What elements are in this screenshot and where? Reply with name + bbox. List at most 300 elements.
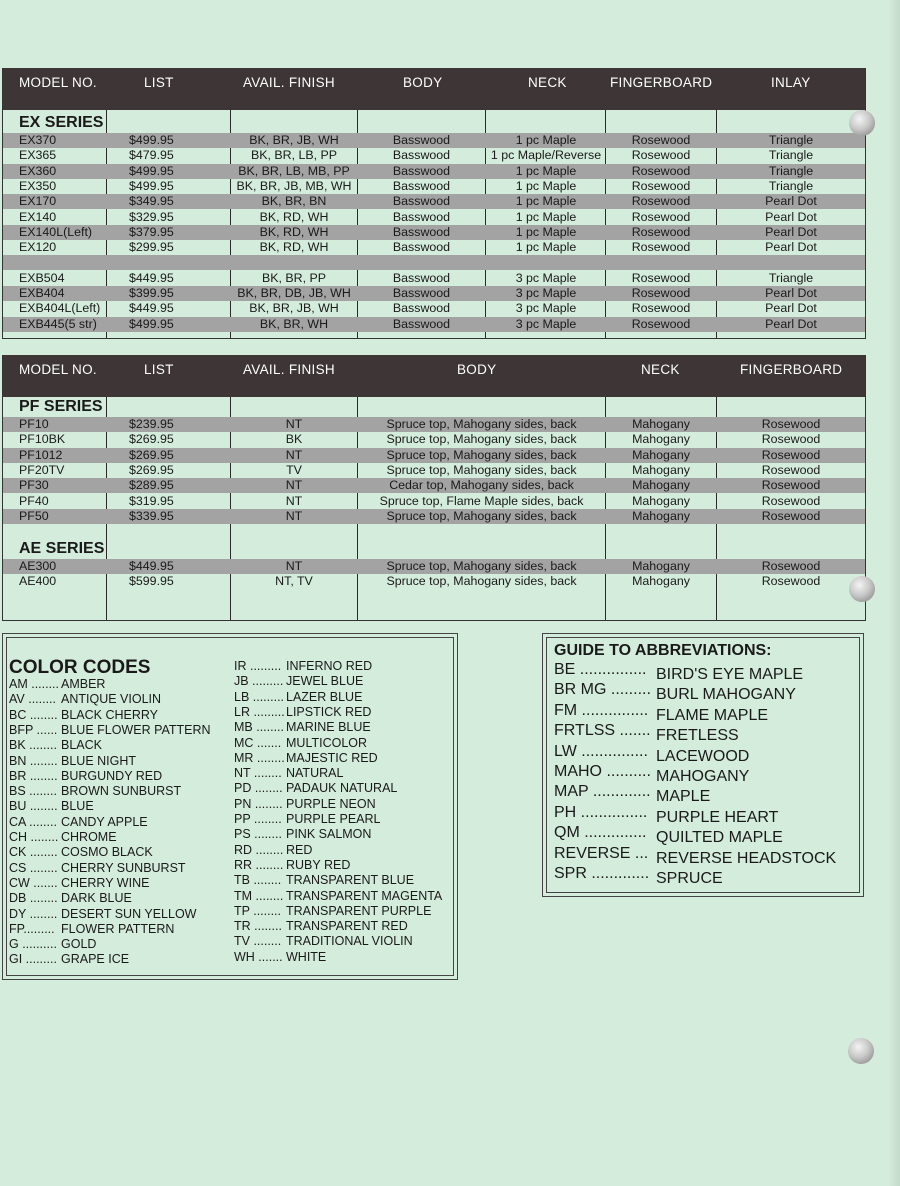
abbreviation-code: MAP .............	[554, 783, 651, 801]
color-code: BS ........	[9, 784, 57, 799]
color-code: PS ........	[234, 827, 282, 842]
cell-finish: NT	[285, 493, 303, 508]
cell-model: EXB504	[19, 270, 65, 285]
cell-list: $239.95	[129, 417, 174, 431]
cell-body: Basswood	[392, 209, 451, 224]
cell-model: EXB445(5 str)	[19, 316, 97, 331]
header-inlay: INLAY	[771, 75, 811, 90]
cell-model: EX365	[19, 148, 57, 163]
cell-finish: BK, BR, JB, WH	[249, 301, 339, 316]
color-code: CW .......	[9, 875, 58, 890]
cell-list: $499.95	[129, 163, 174, 178]
cell-fingerboard: Rosewood	[631, 224, 691, 239]
cell-inlay: Triangle	[768, 178, 814, 193]
abbreviation-meaning: SPRUCE	[656, 870, 723, 887]
color-name: JEWEL BLUE	[286, 674, 364, 689]
abbreviation-meaning: FLAME MAPLE	[656, 706, 769, 724]
cell-model: EX140	[19, 209, 57, 224]
cell-body: Basswood	[392, 148, 451, 163]
cell-list: $319.95	[129, 493, 174, 508]
binder-hole-icon	[849, 576, 875, 602]
color-code-item	[234, 904, 431, 919]
header-neck: NECK	[641, 362, 680, 377]
cell-body: Basswood	[392, 133, 451, 147]
cell-inlay: Pearl Dot	[765, 209, 817, 224]
cell-list: $269.95	[129, 462, 174, 477]
color-code: DB ........	[9, 891, 58, 906]
cell-model: PF20TV	[19, 462, 65, 477]
color-code-item	[9, 769, 162, 784]
header-fingerboard: FINGERBOARD	[610, 75, 713, 90]
table-row	[3, 478, 865, 493]
ex-table-header	[3, 68, 865, 110]
cell-inlay: Pearl Dot	[765, 240, 817, 255]
cell-body: Basswood	[392, 316, 451, 331]
cell-finish: NT	[285, 559, 303, 573]
header-model: MODEL NO.	[19, 75, 97, 90]
table-row	[3, 432, 865, 447]
cell-finish: BK	[285, 432, 303, 447]
color-code: CH ........	[9, 830, 59, 844]
color-code: FP.........	[9, 921, 55, 936]
cell-inlay: Pearl Dot	[765, 224, 817, 239]
color-name: CHERRY WINE	[61, 875, 150, 890]
color-name: CHERRY SUNBURST	[61, 860, 186, 875]
cell-body: Basswood	[392, 270, 451, 285]
cell-fingerboard: Rosewood	[761, 574, 821, 589]
color-code-item	[9, 861, 186, 876]
cell-neck: 1 pc Maple	[515, 194, 577, 209]
color-code: JB .........	[234, 674, 284, 689]
cell-inlay: Pearl Dot	[765, 286, 817, 300]
table-row	[3, 240, 865, 255]
color-code-item	[9, 876, 149, 891]
color-code-item	[234, 827, 371, 842]
color-name: GOLD	[61, 937, 97, 952]
binder-hole-icon	[848, 1038, 874, 1064]
cell-model: PF10	[19, 417, 49, 431]
cell-body: Spruce top, Mahogany sides, back	[386, 447, 577, 462]
cell-list: $379.95	[129, 224, 174, 239]
cell-neck: Mahogany	[632, 447, 690, 462]
color-name: CHROME	[61, 830, 117, 844]
color-code: DY ........	[9, 906, 58, 921]
cell-body: Basswood	[392, 178, 451, 193]
color-code-item	[9, 738, 102, 753]
cell-model: EXB404L(Left)	[19, 301, 101, 316]
color-name: GRAPE ICE	[61, 952, 130, 967]
cell-list: $269.95	[129, 447, 174, 462]
header-body: BODY	[457, 362, 497, 377]
color-name: INFERNO RED	[286, 659, 373, 673]
cell-finish: NT	[285, 447, 303, 462]
cell-list: $449.95	[129, 270, 174, 285]
cell-finish: TV	[286, 462, 302, 477]
color-code-item	[9, 845, 153, 860]
cell-finish: BK, BR, BN	[261, 194, 327, 209]
color-code-item	[234, 934, 413, 949]
abbreviation-meaning: QUILTED MAPLE	[656, 829, 783, 847]
abbreviation-meaning: LACEWOOD	[656, 747, 750, 765]
color-code: AV ........	[9, 692, 57, 707]
table-row	[3, 448, 865, 463]
cell-list: $479.95	[129, 148, 174, 163]
color-code: BN ........	[9, 753, 58, 768]
color-name: PINK SALMON	[286, 827, 372, 842]
color-name: RUBY RED	[286, 857, 351, 872]
abbreviation-code: REVERSE ...	[554, 844, 649, 862]
header-body: BODY	[403, 75, 443, 90]
cell-neck: Mahogany	[632, 559, 690, 573]
color-code: MC .......	[234, 735, 282, 750]
cell-neck: Mahogany	[632, 462, 690, 477]
color-code-item	[9, 907, 196, 922]
color-name: LAZER BLUE	[286, 689, 363, 704]
table-row	[3, 559, 865, 574]
color-name: BLUE NIGHT	[61, 753, 137, 768]
abbreviation-code: QM ..............	[554, 824, 647, 842]
abbreviation-code: FRTLSS .......	[554, 722, 651, 740]
color-name: TRADITIONAL VIOLIN	[286, 934, 413, 949]
table-row	[3, 271, 865, 286]
cell-neck: 1 pc Maple	[515, 163, 577, 178]
cell-finish: BK, RD, WH	[259, 224, 329, 239]
cell-fingerboard: Rosewood	[631, 163, 691, 178]
cell-fingerboard: Rosewood	[631, 194, 691, 209]
cell-model: EXB404	[19, 286, 65, 300]
cell-body: Basswood	[392, 301, 451, 316]
color-code-item	[9, 830, 117, 845]
color-code-item	[234, 812, 380, 827]
pf-ae-series-table	[2, 355, 866, 621]
color-code: BK ........	[9, 738, 57, 753]
cell-model: AE400	[19, 574, 57, 589]
cell-model: EX120	[19, 240, 57, 255]
color-name: ANTIQUE VIOLIN	[61, 692, 162, 707]
cell-finish: NT	[285, 478, 303, 493]
table-row	[3, 417, 865, 432]
color-code-item	[234, 705, 371, 720]
table-row	[3, 301, 865, 316]
color-name: TRANSPARENT BLUE	[286, 873, 415, 888]
cell-neck: Mahogany	[632, 493, 690, 508]
cell-finish: BK, BR, LB, MB, PP	[238, 163, 350, 178]
cell-body: Basswood	[392, 240, 451, 255]
color-name: TRANSPARENT PURPLE	[286, 903, 432, 918]
cell-model: EX350	[19, 178, 57, 193]
color-code: G ..........	[9, 937, 57, 952]
color-name: TRANSPARENT RED	[286, 919, 408, 934]
cell-model: PF1012	[19, 447, 63, 462]
cell-body: Spruce top, Mahogany sides, back	[386, 432, 577, 447]
cell-neck: 3 pc Maple	[515, 316, 577, 331]
color-code: MB ........	[234, 720, 285, 735]
abbreviation-meaning: MAHOGANY	[656, 768, 750, 785]
cell-finish: NT, TV	[275, 574, 313, 589]
color-code: BFP ......	[9, 722, 58, 737]
color-code-item	[234, 751, 378, 766]
header-list: LIST	[144, 362, 174, 377]
cell-fingerboard: Rosewood	[631, 316, 691, 331]
color-name: COSMO BLACK	[61, 845, 153, 860]
color-code-item	[9, 799, 94, 814]
cell-model: PF50	[19, 508, 49, 523]
color-code: IR .........	[234, 659, 282, 673]
color-code-item	[9, 692, 161, 707]
color-code-item	[234, 674, 363, 689]
color-code-item	[234, 919, 408, 934]
color-name: FLOWER PATTERN	[61, 921, 175, 936]
abbreviation-code: BR MG .........	[554, 681, 651, 699]
abbreviation-meaning: FRETLESS	[656, 727, 739, 745]
color-code-item	[9, 891, 132, 906]
cell-finish: BK, BR, PP	[261, 270, 327, 285]
color-code: MR ........	[234, 750, 285, 765]
ex-section-title: EX SERIES	[19, 114, 104, 131]
table-row	[3, 164, 865, 179]
color-name: BURGUNDY RED	[61, 768, 163, 783]
cell-neck: 1 pc Maple	[515, 133, 577, 147]
color-code-item	[9, 708, 158, 723]
cell-neck: 1 pc Maple	[515, 240, 577, 255]
table-row	[3, 210, 865, 225]
header-list: LIST	[144, 75, 174, 90]
cell-fingerboard: Rosewood	[631, 148, 691, 163]
cell-list: $499.95	[129, 178, 174, 193]
color-code-item	[234, 843, 312, 858]
cell-finish: NT	[285, 417, 303, 431]
table-row	[3, 494, 865, 509]
color-code: CA ........	[9, 814, 57, 829]
cell-body: Basswood	[392, 286, 451, 300]
cell-list: $599.95	[129, 574, 174, 589]
cell-list: $299.95	[129, 240, 174, 255]
cell-neck: 3 pc Maple	[515, 301, 577, 316]
cell-fingerboard: Rosewood	[631, 133, 691, 147]
color-name: RED	[286, 842, 313, 857]
table-row	[3, 286, 865, 301]
abbreviation-code: SPR .............	[554, 865, 650, 882]
color-codes-title: COLOR CODES	[9, 657, 151, 678]
color-code: WH .......	[234, 949, 283, 964]
table-row	[3, 194, 865, 209]
color-name: AMBER	[61, 677, 106, 691]
color-code: BR ........	[9, 768, 58, 783]
cell-fingerboard: Rosewood	[761, 559, 821, 573]
table-row	[3, 179, 865, 194]
cell-inlay: Pearl Dot	[765, 194, 817, 209]
cell-finish: BK, RD, WH	[259, 240, 329, 255]
cell-fingerboard: Rosewood	[631, 240, 691, 255]
cell-body: Spruce top, Mahogany sides, back	[386, 574, 577, 589]
cell-fingerboard: Rosewood	[761, 508, 821, 523]
cell-body: Spruce top, Mahogany sides, back	[386, 508, 577, 523]
color-code-item	[9, 677, 105, 692]
cell-list: $269.95	[129, 432, 174, 447]
cell-inlay: Triangle	[768, 163, 814, 178]
cell-model: EX170	[19, 194, 57, 209]
color-code-item	[234, 720, 371, 735]
ae-section-title: AE SERIES	[19, 540, 105, 557]
color-code: LB .........	[234, 689, 285, 704]
color-name: MAJESTIC RED	[286, 750, 378, 765]
cell-fingerboard: Rosewood	[631, 270, 691, 285]
color-code: CS ........	[9, 860, 58, 875]
cell-list: $289.95	[129, 478, 174, 493]
color-code: TM ........	[234, 888, 284, 903]
cell-body: Basswood	[392, 224, 451, 239]
cell-model: AE300	[19, 559, 57, 573]
cell-fingerboard: Rosewood	[631, 209, 691, 224]
cell-neck: 3 pc Maple	[515, 270, 577, 285]
cell-finish: BK, BR, JB, WH	[249, 133, 339, 147]
cell-body: Basswood	[392, 194, 451, 209]
color-code: BC ........	[9, 707, 58, 722]
header-finish: AVAIL. FINISH	[243, 75, 335, 90]
cell-fingerboard: Rosewood	[631, 178, 691, 193]
color-name: BLACK	[61, 738, 102, 753]
color-code-item	[9, 815, 148, 830]
cell-model: EX140L(Left)	[19, 224, 93, 239]
abbreviation-code: MAHO ..........	[554, 763, 651, 780]
color-code: RR ........	[234, 857, 284, 872]
color-name: WHITE	[286, 949, 327, 964]
cell-body: Cedar top, Mahogany sides, back	[389, 478, 574, 493]
pf-table-header	[3, 355, 865, 397]
color-code-item	[9, 952, 129, 967]
cell-list: $449.95	[129, 559, 174, 573]
color-code: TB ........	[234, 873, 282, 888]
color-code: TP ........	[234, 903, 282, 918]
table-row	[3, 509, 865, 524]
color-code: TV ........	[234, 934, 282, 949]
color-code-item	[9, 922, 174, 937]
color-code: NT ........	[234, 766, 282, 781]
cell-body: Spruce top, Mahogany sides, back	[386, 559, 577, 573]
cell-neck: 1 pc Maple	[515, 178, 577, 193]
color-code: PN ........	[234, 796, 283, 811]
color-code: AM ........	[9, 677, 60, 691]
color-name: BLACK CHERRY	[61, 707, 159, 722]
pf-section-title: PF SERIES	[19, 398, 103, 415]
cell-inlay: Triangle	[768, 270, 814, 285]
cell-finish: BK, BR, LB, PP	[250, 148, 338, 163]
cell-fingerboard: Rosewood	[761, 417, 821, 431]
abbreviations-title: GUIDE TO ABBREVIATIONS:	[554, 642, 772, 659]
cell-finish: NT	[285, 508, 303, 523]
cell-fingerboard: Rosewood	[761, 432, 821, 447]
cell-finish: BK, BR, JB, MB, WH	[236, 178, 352, 193]
cell-fingerboard: Rosewood	[761, 478, 821, 493]
color-code-item	[234, 781, 397, 796]
color-code-item	[9, 723, 211, 738]
cell-neck: 1 pc Maple/Reverse	[490, 148, 602, 163]
abbreviation-code: PH ...............	[554, 803, 648, 821]
cell-model: PF10BK	[19, 432, 66, 447]
cell-list: $349.95	[129, 194, 174, 209]
color-name: PADAUK NATURAL	[286, 781, 398, 796]
color-code-item	[9, 754, 136, 769]
cell-fingerboard: Rosewood	[761, 493, 821, 508]
abbreviation-meaning: BIRD'S EYE MAPLE	[656, 666, 804, 683]
color-code: PP ........	[234, 812, 282, 826]
cell-neck: 1 pc Maple	[515, 209, 577, 224]
cell-fingerboard: Rosewood	[631, 286, 691, 300]
abbreviation-meaning: BURL MAHOGANY	[656, 686, 796, 704]
abbreviation-code: LW ...............	[554, 742, 648, 760]
cell-model: EX370	[19, 133, 57, 147]
table-row	[3, 133, 865, 148]
cell-list: $399.95	[129, 286, 174, 300]
cell-fingerboard: Rosewood	[761, 462, 821, 477]
header-fingerboard: FINGERBOARD	[740, 362, 843, 377]
cell-neck: Mahogany	[632, 508, 690, 523]
color-code: CK ........	[9, 845, 58, 860]
color-name: CANDY APPLE	[61, 814, 148, 829]
color-code-item	[234, 858, 350, 873]
table-row	[3, 463, 865, 478]
cell-body: Spruce top, Mahogany sides, back	[386, 417, 577, 431]
cell-finish: BK, BR, DB, JB, WH	[237, 286, 351, 300]
cell-list: $329.95	[129, 209, 174, 224]
table-row	[3, 148, 865, 163]
cell-model: EX360	[19, 163, 57, 178]
color-name: MULTICOLOR	[286, 735, 368, 750]
cell-fingerboard: Rosewood	[631, 301, 691, 316]
ex-series-table	[2, 68, 866, 339]
cell-list: $339.95	[129, 508, 174, 523]
binder-hole-icon	[849, 110, 875, 136]
cell-inlay: Pearl Dot	[765, 316, 817, 331]
color-name: NATURAL	[286, 766, 344, 781]
cell-list: $499.95	[129, 133, 174, 147]
color-name: PURPLE PEARL	[286, 812, 381, 826]
color-name: BROWN SUNBURST	[61, 784, 182, 799]
color-code-item	[9, 937, 96, 952]
table-row	[3, 225, 865, 240]
abbreviation-meaning: PURPLE HEART	[656, 808, 779, 826]
cell-neck: Mahogany	[632, 574, 690, 589]
table-row	[3, 317, 865, 332]
cell-neck: 3 pc Maple	[515, 286, 577, 300]
color-name: DESERT SUN YELLOW	[61, 906, 197, 921]
header-finish: AVAIL. FINISH	[243, 362, 335, 377]
abbreviation-meaning: MAPLE	[656, 788, 711, 806]
color-code: PD ........	[234, 781, 283, 796]
cell-body: Spruce top, Mahogany sides, back	[386, 462, 577, 477]
cell-list: $499.95	[129, 316, 174, 331]
cell-body: Basswood	[392, 163, 451, 178]
color-code: RD ........	[234, 842, 284, 857]
color-name: DARK BLUE	[61, 891, 132, 906]
abbreviation-code: FM ...............	[554, 701, 649, 719]
abbreviation-item	[554, 865, 723, 888]
color-name: PURPLE NEON	[286, 796, 376, 811]
cell-finish: BK, RD, WH	[259, 209, 329, 224]
cell-neck: 1 pc Maple	[515, 224, 577, 239]
table-row	[3, 574, 865, 589]
color-code-item	[234, 950, 326, 965]
color-code: LR .........	[234, 704, 285, 719]
color-code: BU ........	[9, 799, 58, 814]
header-model: MODEL NO.	[19, 362, 97, 377]
color-code-item	[9, 784, 181, 799]
cell-model: PF40	[19, 493, 49, 508]
abbreviation-meaning: REVERSE HEADSTOCK	[656, 849, 837, 867]
color-name: BLUE	[61, 799, 94, 814]
cell-inlay: Triangle	[768, 133, 814, 147]
color-code: GI .........	[9, 952, 57, 967]
